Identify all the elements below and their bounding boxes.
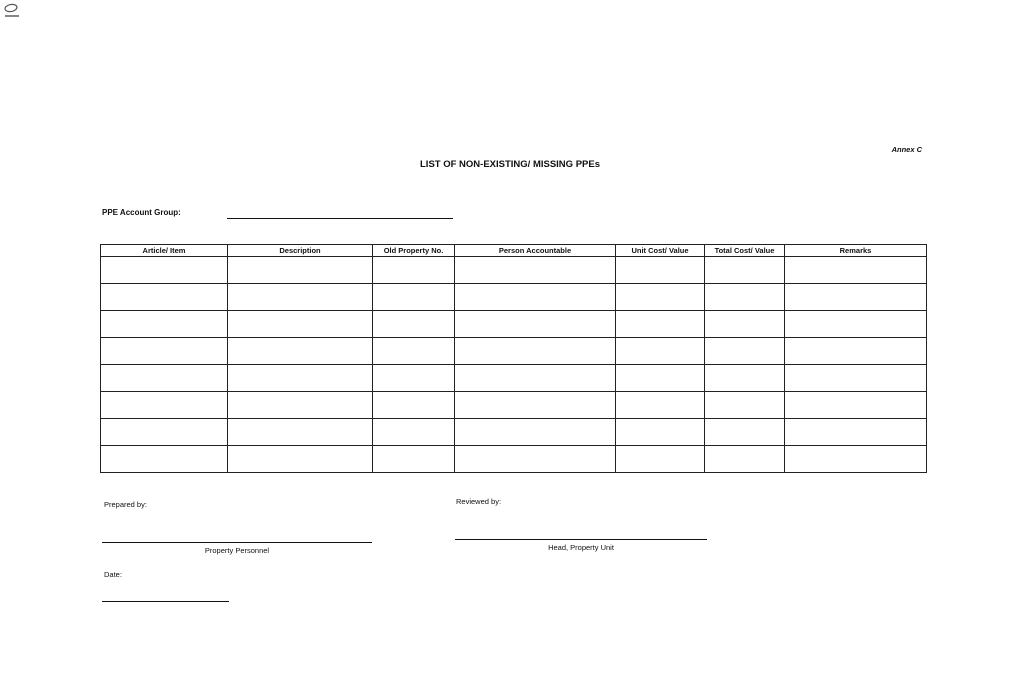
table-cell[interactable]: [785, 419, 927, 446]
table-cell[interactable]: [455, 392, 616, 419]
table-cell[interactable]: [228, 419, 373, 446]
prepared-by-label: Prepared by:: [104, 500, 147, 509]
table-cell[interactable]: [455, 419, 616, 446]
table-cell[interactable]: [616, 257, 705, 284]
column-header-article: Article/ Item: [101, 245, 228, 257]
table-cell[interactable]: [705, 284, 785, 311]
table-row: [101, 338, 927, 365]
prepared-by-signature-line[interactable]: [102, 542, 372, 543]
table-cell[interactable]: [785, 392, 927, 419]
table-cell[interactable]: [455, 446, 616, 473]
table-cell[interactable]: [101, 419, 228, 446]
table-cell[interactable]: [705, 257, 785, 284]
table-cell[interactable]: [228, 446, 373, 473]
table-cell[interactable]: [101, 392, 228, 419]
account-group-field[interactable]: [227, 218, 453, 219]
table-cell[interactable]: [455, 365, 616, 392]
table-cell[interactable]: [785, 311, 927, 338]
table-cell[interactable]: [101, 257, 228, 284]
table-cell[interactable]: [616, 365, 705, 392]
table-cell[interactable]: [373, 257, 455, 284]
table-cell[interactable]: [228, 284, 373, 311]
table-cell[interactable]: [455, 257, 616, 284]
reviewed-by-label: Reviewed by:: [456, 497, 502, 506]
table-cell[interactable]: [785, 446, 927, 473]
column-header-description: Description: [228, 245, 373, 257]
account-group-label: PPE Account Group:: [102, 208, 181, 217]
table-cell[interactable]: [373, 419, 455, 446]
table-cell[interactable]: [373, 392, 455, 419]
table-cell[interactable]: [101, 284, 228, 311]
table-cell[interactable]: [455, 284, 616, 311]
table-cell[interactable]: [101, 338, 228, 365]
table-cell[interactable]: [616, 419, 705, 446]
table-cell[interactable]: [101, 446, 228, 473]
table-cell[interactable]: [228, 365, 373, 392]
table-cell[interactable]: [373, 311, 455, 338]
table-cell[interactable]: [785, 365, 927, 392]
table-cell[interactable]: [785, 284, 927, 311]
date-field[interactable]: [102, 601, 229, 602]
table-cell[interactable]: [705, 446, 785, 473]
table-cell[interactable]: [616, 311, 705, 338]
table-cell[interactable]: [705, 392, 785, 419]
table-row: [101, 446, 927, 473]
table-row: [101, 284, 927, 311]
table-cell[interactable]: [373, 446, 455, 473]
column-header-total-cost: Total Cost/ Value: [705, 245, 785, 257]
table-cell[interactable]: [616, 446, 705, 473]
handwritten-mark: [2, 3, 22, 19]
table-row: [101, 365, 927, 392]
table-cell[interactable]: [616, 338, 705, 365]
table-row: [101, 257, 927, 284]
table-cell[interactable]: [785, 338, 927, 365]
table-cell[interactable]: [785, 257, 927, 284]
table-cell[interactable]: [228, 257, 373, 284]
table-cell[interactable]: [373, 338, 455, 365]
table-cell[interactable]: [228, 392, 373, 419]
column-header-person-accountable: Person Accountable: [455, 245, 616, 257]
table-header-row: [101, 245, 927, 257]
table-row: [101, 311, 927, 338]
table-cell[interactable]: [616, 392, 705, 419]
table-cell[interactable]: [455, 311, 616, 338]
table-cell[interactable]: [705, 311, 785, 338]
table-cell[interactable]: [616, 284, 705, 311]
table-cell[interactable]: [705, 338, 785, 365]
table-cell[interactable]: [373, 284, 455, 311]
table-cell[interactable]: [228, 311, 373, 338]
table-cell[interactable]: [101, 311, 228, 338]
table-cell[interactable]: [101, 365, 228, 392]
table-cell[interactable]: [373, 365, 455, 392]
document-title: LIST OF NON-EXISTING/ MISSING PPEs: [420, 159, 600, 170]
table-row: [101, 392, 927, 419]
reviewed-by-caption: Head, Property Unit: [548, 543, 614, 552]
table-cell[interactable]: [228, 338, 373, 365]
column-header-old-property-no: Old Property No.: [373, 245, 455, 257]
ppe-table: [100, 244, 927, 473]
column-header-remarks: Remarks: [785, 245, 927, 257]
annex-label: Annex C: [891, 145, 922, 154]
table-cell[interactable]: [455, 338, 616, 365]
prepared-by-caption: Property Personnel: [204, 546, 270, 555]
table-row: [101, 419, 927, 446]
column-header-unit-cost: Unit Cost/ Value: [616, 245, 705, 257]
table-cell[interactable]: [705, 365, 785, 392]
table-cell[interactable]: [705, 419, 785, 446]
date-label: Date:: [104, 570, 122, 579]
reviewed-by-signature-line[interactable]: [455, 539, 707, 540]
